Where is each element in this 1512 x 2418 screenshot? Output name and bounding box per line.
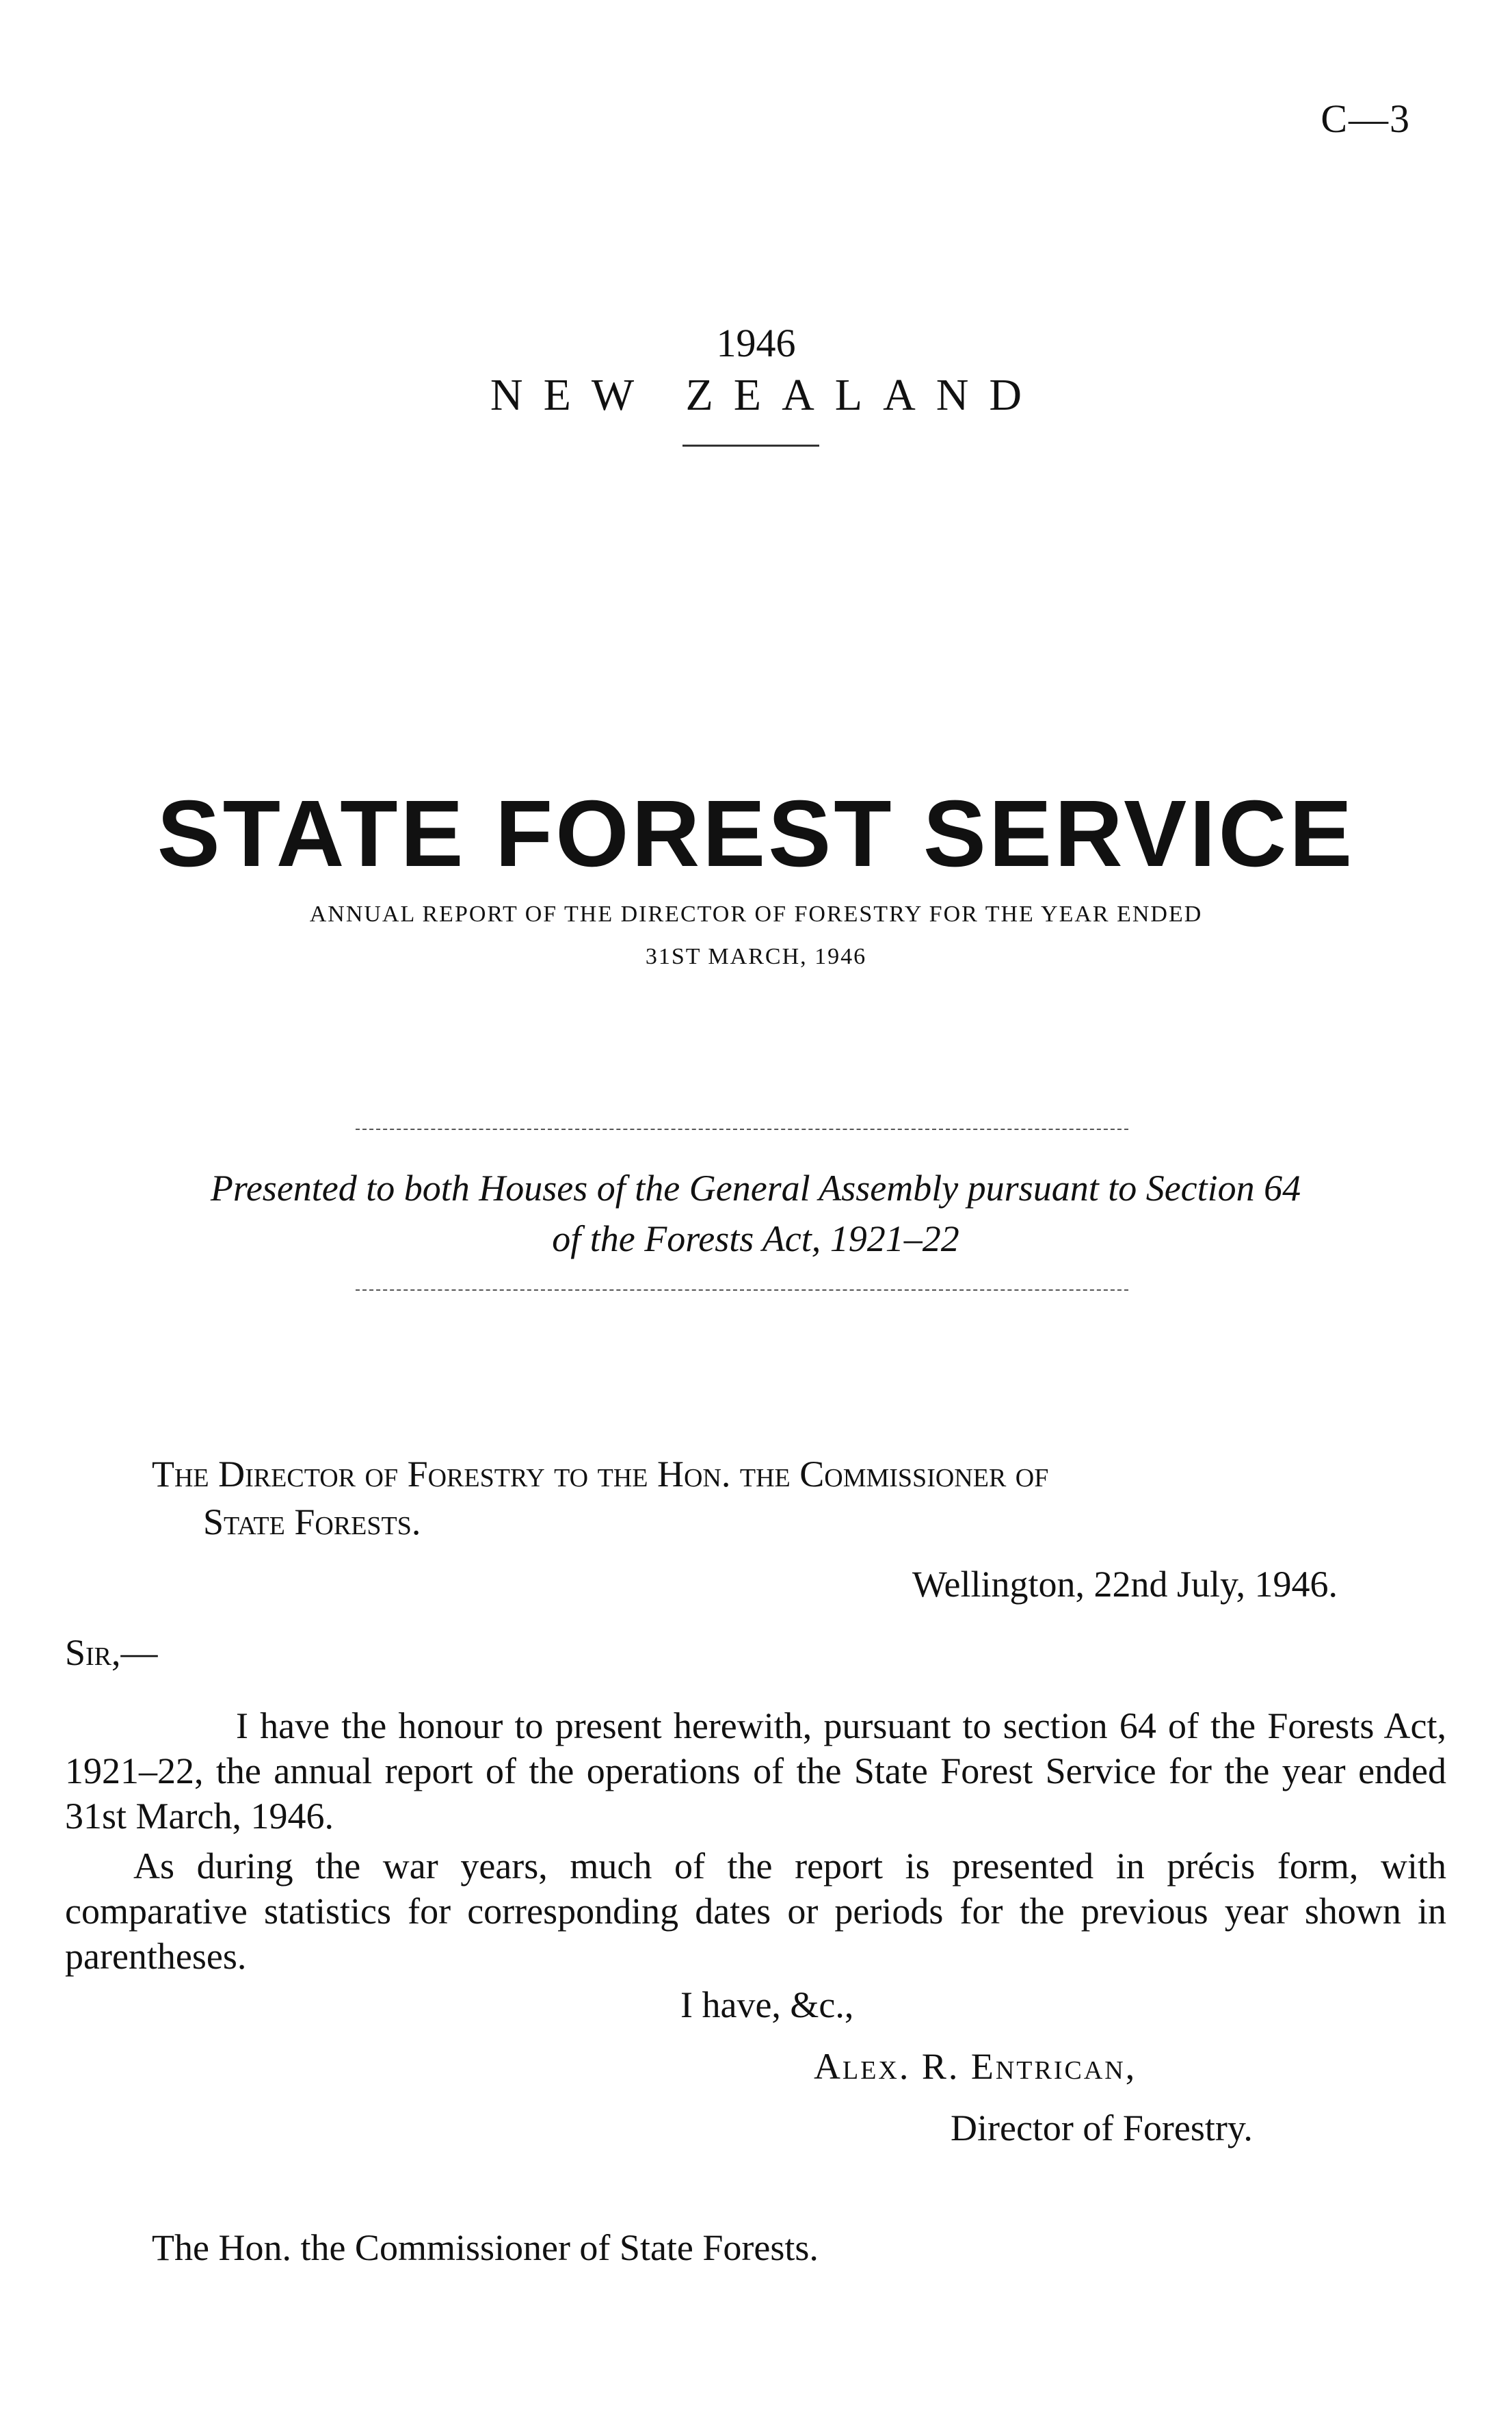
signature-title: Director of Forestry. bbox=[951, 2107, 1253, 2148]
letter-date: Wellington, 22nd July, 1946. bbox=[912, 1564, 1338, 1605]
divider-top bbox=[356, 1129, 1128, 1130]
letter-from-line: The Director of Forestry to the Hon. the Commissioner of bbox=[152, 1454, 1049, 1495]
short-divider bbox=[682, 445, 819, 447]
letter-heading bbox=[152, 1450, 1424, 1546]
letter-from-line-2: State Forests. bbox=[203, 1501, 421, 1542]
salutation: Sir,— bbox=[65, 1632, 158, 1673]
document-year: 1946 bbox=[716, 321, 796, 365]
report-subtitle: ANNUAL REPORT OF THE DIRECTOR OF FORESTRY FOR THE YEAR ENDED bbox=[309, 902, 1203, 927]
letter-paragraph-1: I have the honour to present herewith, pursuant to section 64 of the Forests Act, 1921–22, the annual report of the operations of the State Forest Service for the year ended 31st March, 1946. bbox=[65, 1705, 1446, 1837]
presented-statement bbox=[55, 1163, 1457, 1264]
report-subtitle-date: 31ST MARCH, 1946 bbox=[645, 944, 867, 969]
letter-closing: I have, &c., bbox=[680, 1984, 854, 2025]
addressee-line: The Hon. the Commissioner of State Forests. bbox=[152, 2227, 819, 2268]
presented-line-2: of the Forests Act, 1921–22 bbox=[552, 1218, 959, 1259]
divider-bottom bbox=[356, 1289, 1128, 1291]
page-code: C—3 bbox=[1321, 96, 1411, 141]
page-title: STATE FOREST SERVICE bbox=[157, 781, 1355, 886]
country-heading: NEW ZEALAND bbox=[490, 370, 1043, 420]
presented-line-1: Presented to both Houses of the General Assembly pursuant to Section 64 bbox=[210, 1168, 1301, 1209]
signature-name: Alex. R. Entrican, bbox=[814, 2046, 1137, 2087]
letter-paragraph-2: As during the war years, much of the report is presented in précis form, with comparative statistics for corresponding dates or periods for the previous year shown in parentheses. bbox=[65, 1845, 1446, 1977]
